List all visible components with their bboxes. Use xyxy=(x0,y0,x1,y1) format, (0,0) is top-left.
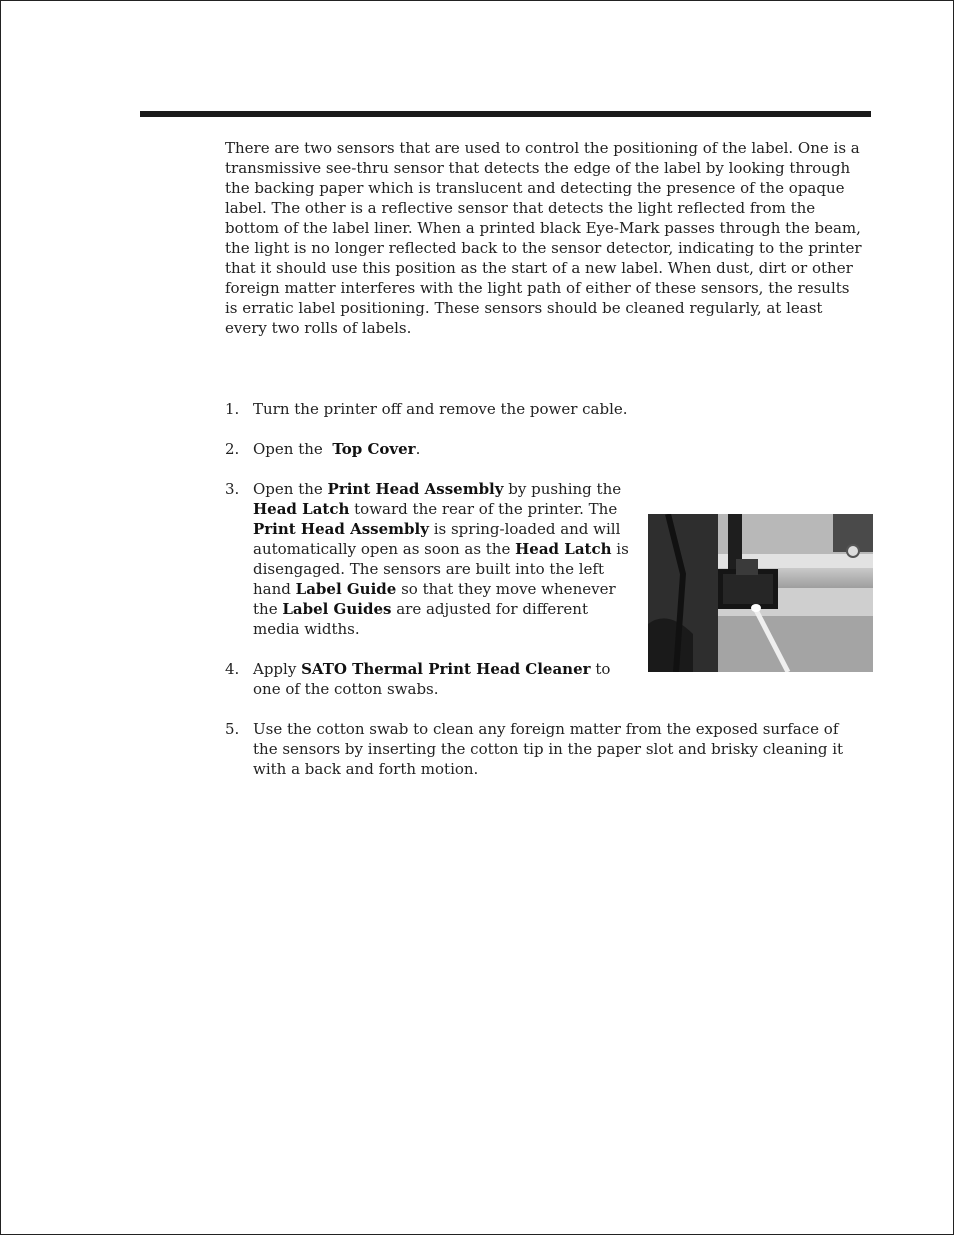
sensor-photo xyxy=(648,514,873,672)
step-text: Open the Print Head Assembly by pushing the Head Latch toward the rear of the printer. The Print Head Assembly is spring-loaded and will automatically open as soon as the Head Latch is disengaged. The sensors are built into the left hand Label Guide so that they move whenever the Label Guides are adjusted for different media widths. xyxy=(253,480,629,638)
header-rule xyxy=(140,111,871,117)
intro-paragraph: There are two sensors that are used to control the positioning of the label. One is a transmissive see-thru sensor that detects the edge of the label by looking through the backing paper which is translucent and detecting the presence of the opaque label. The other is a reflective sensor that detects the light reflected from the bottom of the label liner. When a printed black Eye-Mark passes through the beam, the light is no longer reflected back to the sensor detector, indicating to the printer that it should use this position as the start of a new label. When dust, dirt or other foreign matter interferes with the light path of either of these sensors, the results is erratic label positioning. These sensors should be cleaned regularly, at least every two rolls of labels. xyxy=(225,139,862,337)
step-number: 4. xyxy=(225,660,240,678)
step-item xyxy=(225,399,865,419)
step-text: Use the cotton swab to clean any foreign matter from the exposed surface of the sensors by inserting the cotton tip in the paper slot and brisky cleaning it with a back and forth motion. xyxy=(253,720,844,778)
step-item xyxy=(225,719,865,779)
step-number: 5. xyxy=(225,720,240,738)
term-label-guide: Label Guide xyxy=(295,580,397,598)
step-item xyxy=(225,479,629,639)
step-item xyxy=(225,439,865,459)
term-print-head-assembly: Print Head Assembly xyxy=(253,520,429,538)
step-number: 1. xyxy=(225,400,240,418)
term-top-cover: Top Cover xyxy=(332,440,416,458)
term-label-guides: Label Guides xyxy=(282,600,392,618)
step-item xyxy=(225,659,629,699)
step-number: 3. xyxy=(225,480,240,498)
term-head-latch: Head Latch xyxy=(253,500,350,518)
step-number: 2. xyxy=(225,440,240,458)
term-print-head-assembly: Print Head Assembly xyxy=(327,480,504,498)
term-head-latch: Head Latch xyxy=(515,540,612,558)
sensor-photo-illustration xyxy=(648,514,873,672)
step-text: Turn the printer off and remove the power cable. xyxy=(253,400,628,418)
term-sato-cleaner: SATO Thermal Print Head Cleaner xyxy=(301,660,591,678)
step-text: Apply SATO Thermal Print Head Cleaner to one of the cotton swabs. xyxy=(253,660,611,698)
step-text: Open the Top Cover. xyxy=(253,440,421,458)
